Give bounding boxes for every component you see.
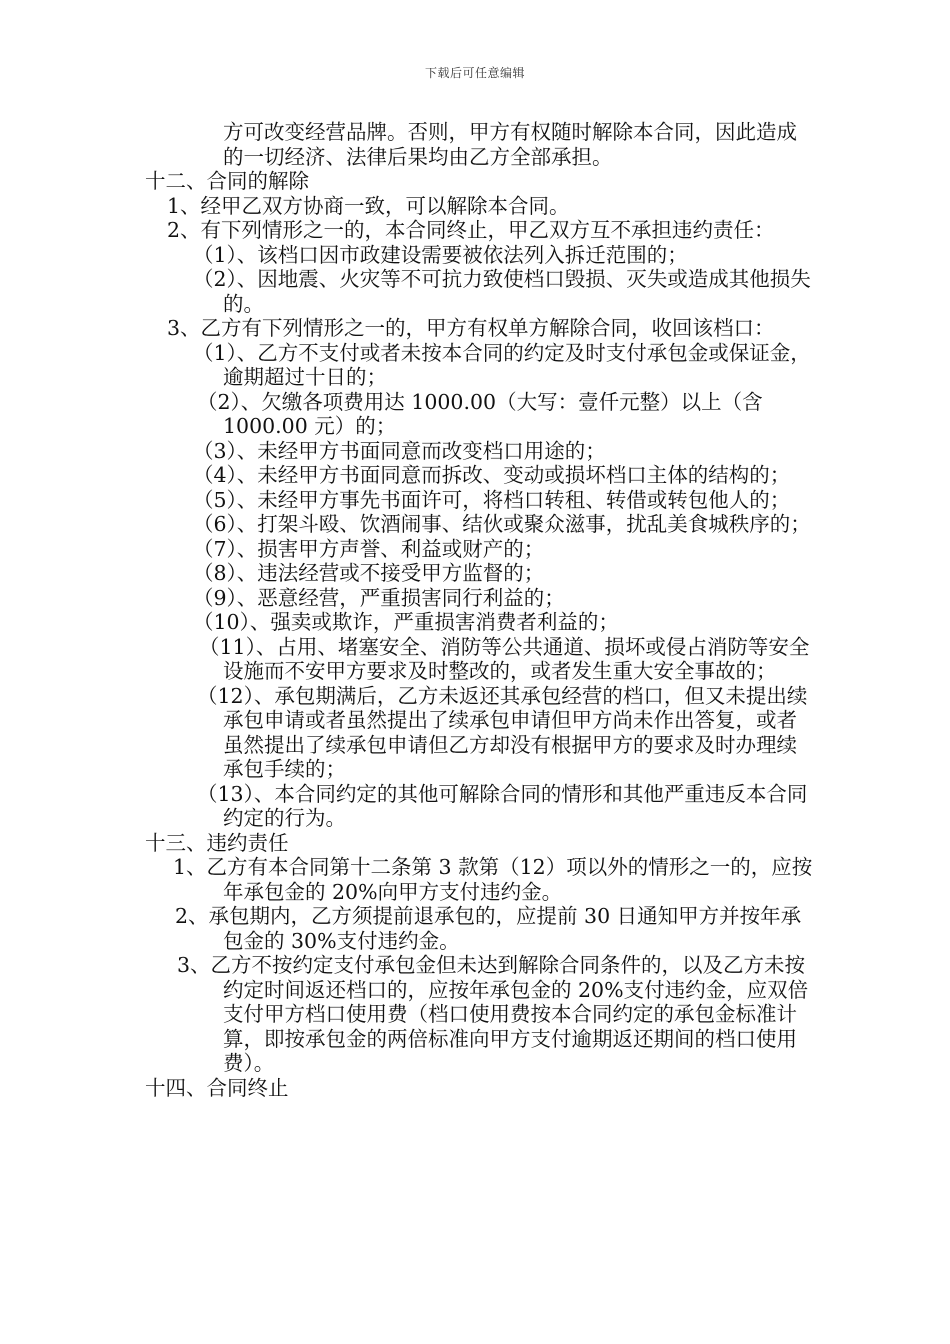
section-12-sub-5: （5）、未经甲方事先书面许可，将档口转租、转借或转包他人的； — [193, 487, 791, 512]
section-13-item-2: 2、承包期内，乙方须提前退承包的，应提前 30 日通知甲方并按年承包金的 30%支付违约金。 — [175, 904, 802, 953]
section-12-sub-3: （3）、未经甲方书面同意而改变档口用途的； — [193, 438, 606, 463]
section-12-sub-6: （6）、打架斗殴、饮酒闹事、结伙或聚众滋事，扰乱美食城秩序的； — [193, 512, 811, 536]
page-header: 下载后可任意编辑 — [424, 66, 525, 80]
section-12-sub-8: （8）、违法经营或不接受甲方监督的； — [193, 561, 545, 585]
document-body — [145, 120, 815, 1100]
section-13-heading: 十三、违约责任 — [145, 830, 289, 855]
section-12-sub-4: （4）、未经甲方书面同意而拆改、变动或损坏档口主体的结构的； — [193, 463, 791, 487]
section-12-item-1: 1、经甲乙双方协商一致，可以解除本合同。 — [167, 193, 570, 218]
section-12-sub-1: （1）、乙方不支付或者未按本合同的约定及时支付承包金或保证金，逾期超过十日的； — [193, 340, 811, 389]
section-13-item-3: 3、乙方不按约定支付承包金但未达到解除合同条件的，以及乙方未按约定时间返还档口的，应按年承包金的 20%支付违约金，应双倍支付甲方档口使用费（档口使用费按本合同约定的承包金标准计算，即按承包金的两倍标准向甲方支付逾期返还期间的档口使用费）。 — [177, 953, 809, 1075]
section-12-item-2-2: （2）、因地震、火灾等不可抗力致使档口毁损、灭失或造成其他损失的。 — [193, 267, 811, 316]
section-13-item-1: 1、乙方有本合同第十二条第 3 款第（12）项以外的情形之一的，应按年承包金的 20%向甲方支付违约金。 — [173, 855, 813, 904]
section-12-sub-9: （9）、恶意经营，严重损害同行利益的； — [193, 585, 565, 610]
section-12-sub-13: （13）、本合同约定的其他可解除合同的情形和其他严重违反本合同约定的行为。 — [197, 781, 808, 830]
section-12-item-2-1: （1）、该档口因市政建设需要被依法列入拆迁范围的； — [193, 242, 688, 267]
section-12-item-2: 2、有下列情形之一的，本合同终止，甲乙双方互不承担违约责任： — [167, 218, 775, 242]
section-12-item-3: 3、乙方有下列情形之一的，甲方有权单方解除合同，收回该档口： — [167, 316, 775, 340]
section-12-sub-12: （12）、承包期满后，乙方未返还其承包经营的档口，但又未提出续承包申请或者虽然提出了续承包申请但甲方尚未作出答复，或者虽然提出了续承包申请但乙方却没有根据甲方的要求及时办理续承包手续的； — [197, 683, 808, 781]
section-12-sub-10: （10）、强卖或欺诈，严重损害消费者利益的； — [193, 610, 619, 634]
section-14-heading: 十四、合同终止 — [145, 1075, 289, 1100]
section-12-sub-7: （7）、损害甲方声誉、利益或财产的； — [193, 536, 545, 561]
paragraph-continuation: 方可改变经营品牌。否则，甲方有权随时解除本合同，因此造成的一切经济、法律后果均由乙方全部承担。 — [223, 120, 797, 169]
section-12-heading: 十二、合同的解除 — [145, 169, 309, 193]
section-12-sub-11: （11）、占用、堵塞安全、消防等公共通道、损坏或侵占消防等安全设施而不安甲方要求及时整改的，或者发生重大安全事故的； — [199, 634, 810, 683]
section-12-sub-2: （2）、欠缴各项费用达 1000.00（大写：壹仟元整）以上（含 1000.00 元）的； — [197, 389, 763, 438]
